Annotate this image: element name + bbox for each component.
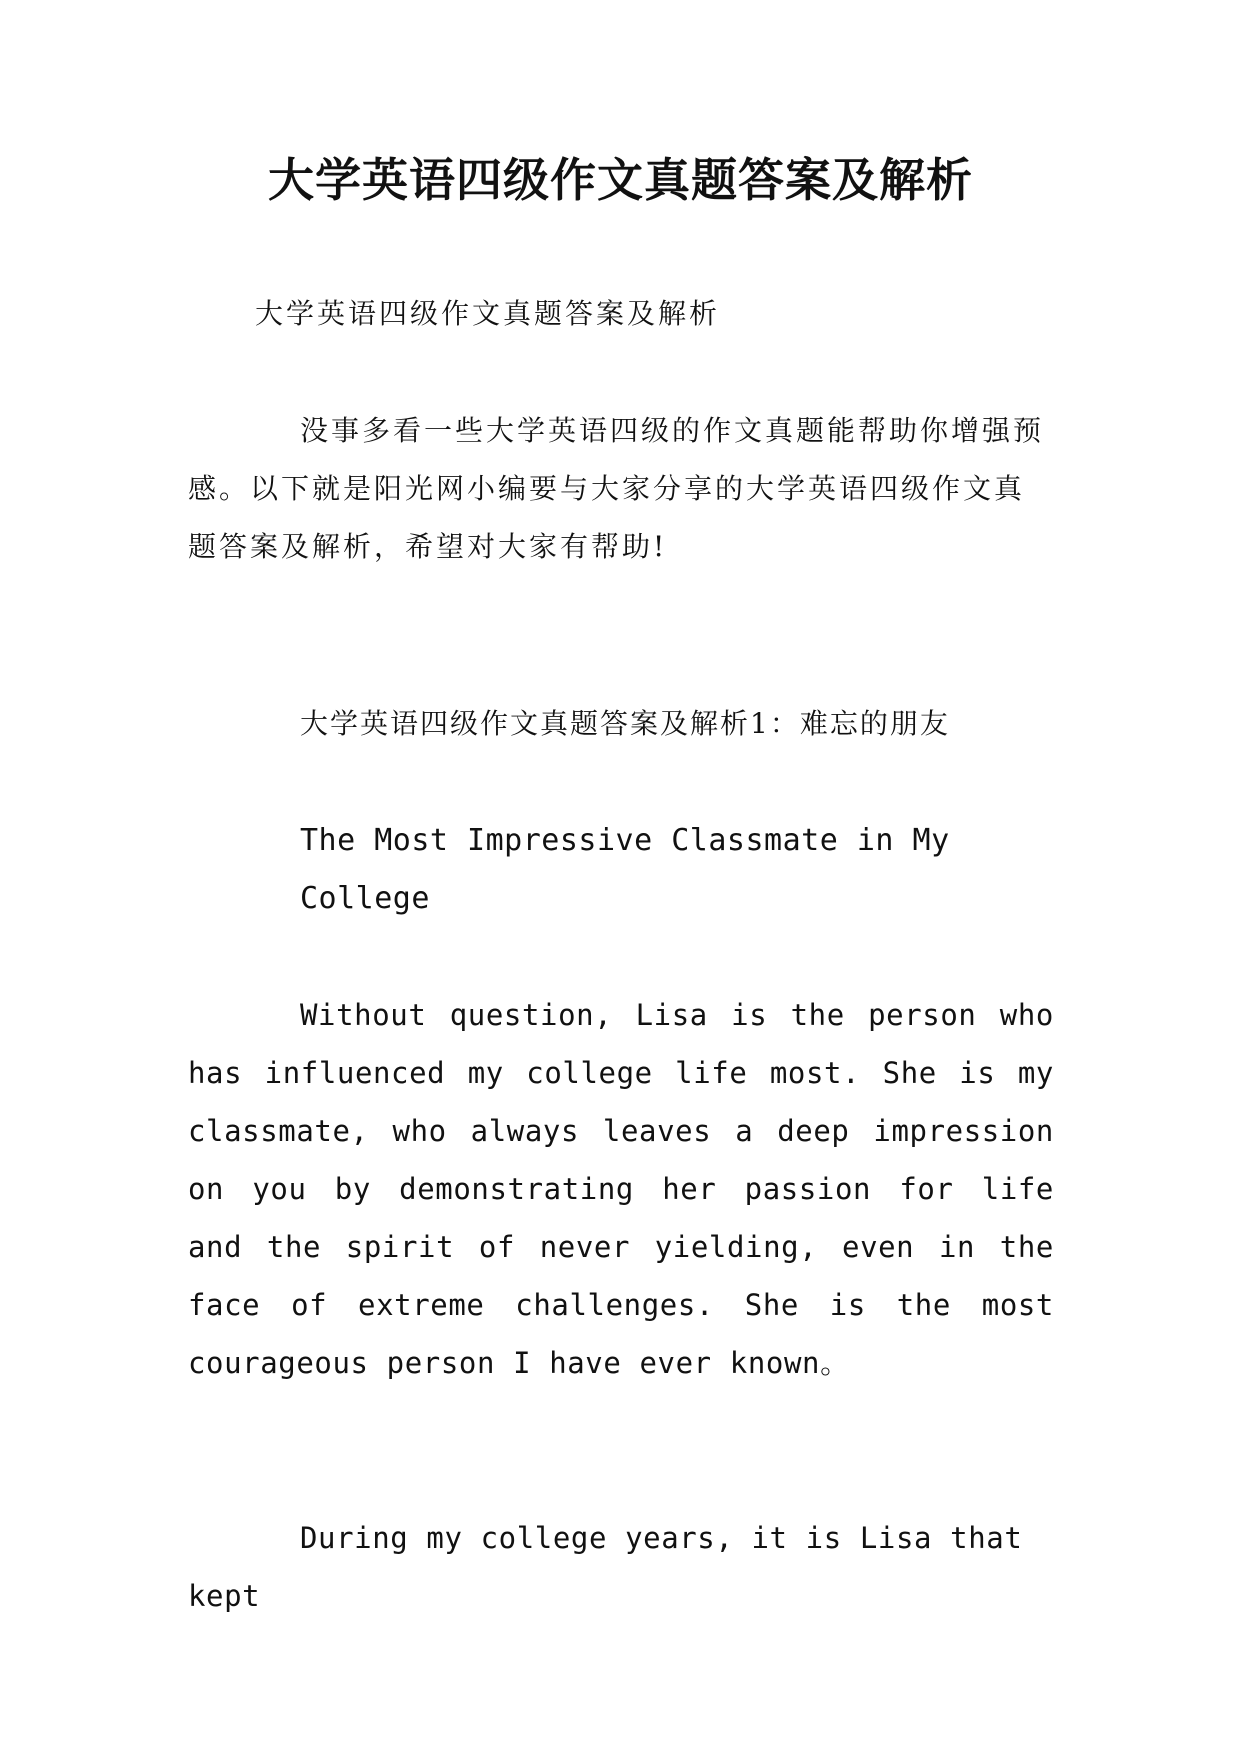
essay-paragraph-2: During my college years, it is Lisa that kept (188, 1521, 1023, 1613)
essay-paragraph-1: Without question, Lisa is the person who has influenced my college life most. She is my classmate, who always leaves a deep impression on you by demonstrating her passion for life and the spirit of never yielding, even in the face of extreme challenges. She is the most courageous person I have ever known。 (188, 998, 1054, 1380)
intro-paragraph: 没事多看一些大学英语四级的作文真题能帮助你增强预感。以下就是阳光网小编要与大家分享的大学英语四级作文真题答案及解析，希望对大家有帮助! (188, 414, 1045, 563)
document-subtitle: 大学英语四级作文真题答案及解析 (255, 297, 721, 330)
document-title: 大学英语四级作文真题答案及解析 (268, 153, 973, 207)
essay-title: The Most Impressive Classmate in My College (300, 823, 950, 916)
section-heading: 大学英语四级作文真题答案及解析1：难忘的朋友 (300, 707, 950, 740)
